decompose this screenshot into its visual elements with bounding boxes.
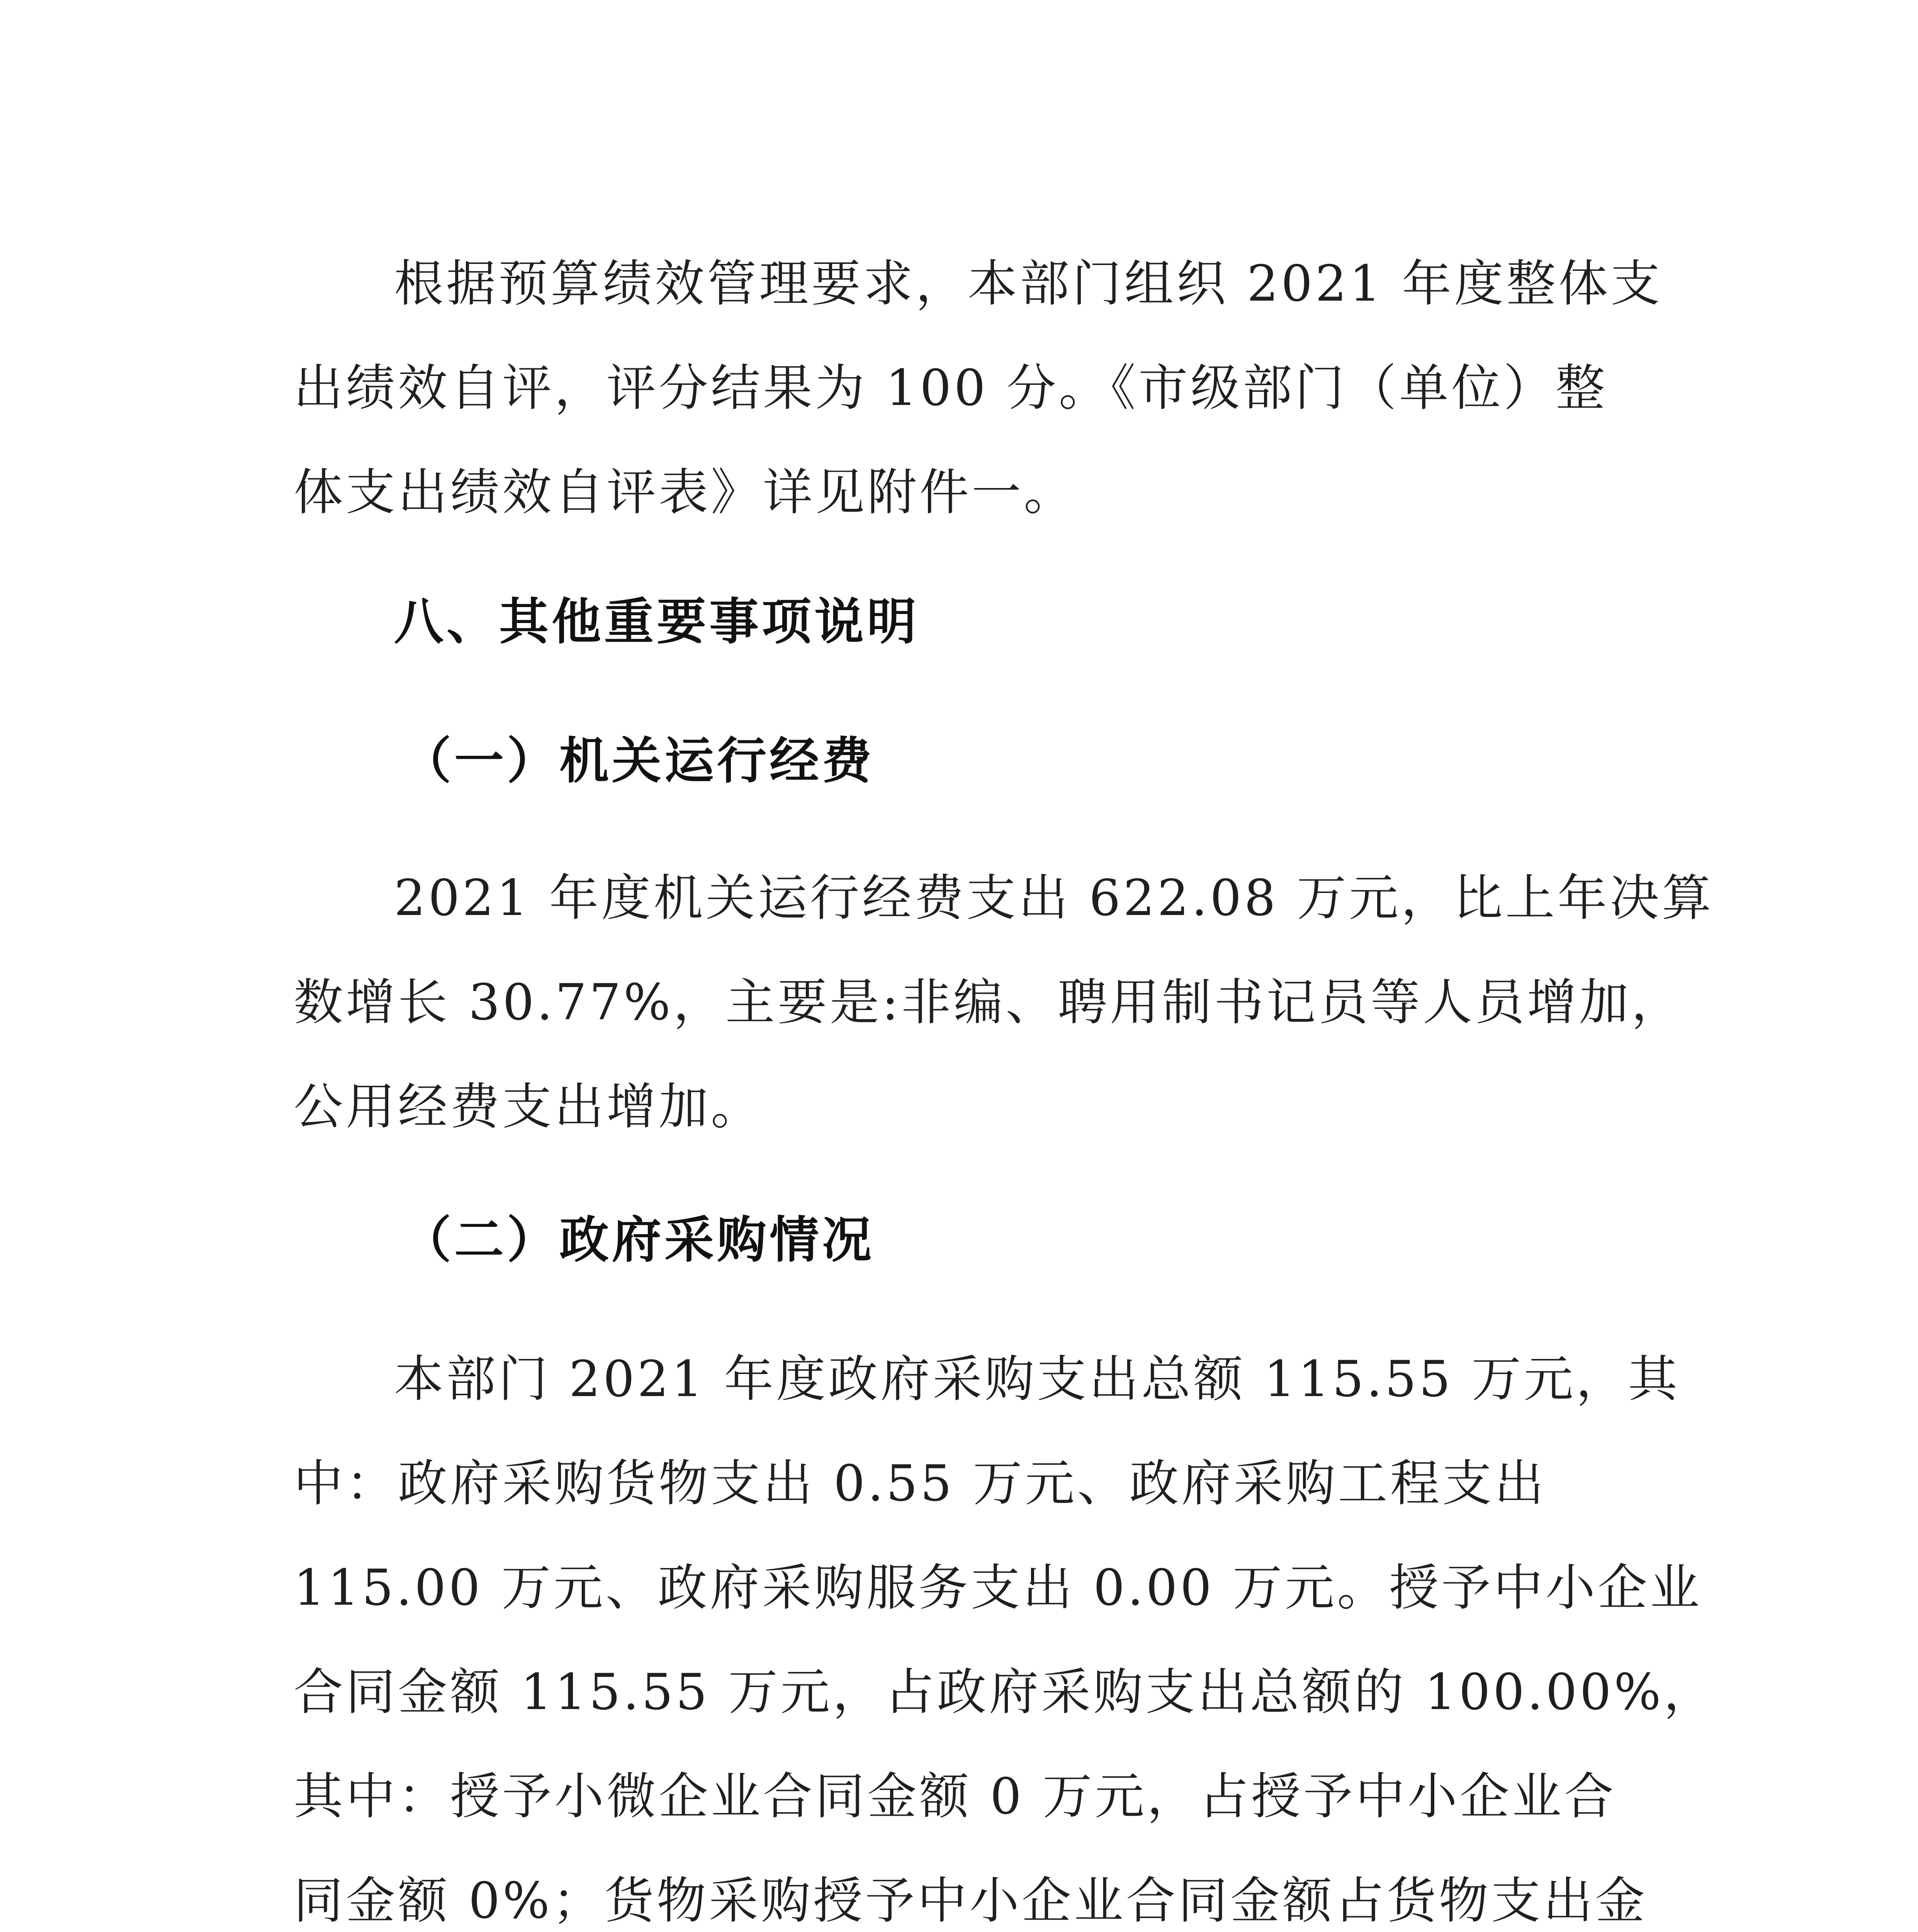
paragraph-line: 2021 年度机关运行经费支出 622.08 万元，比上年决算	[394, 869, 1714, 927]
paragraph-line: 中：政府采购货物支出 0.55 万元、政府采购工程支出	[294, 1455, 1547, 1512]
paragraph-line: 公用经费支出增加。	[294, 1078, 763, 1136]
subsection-heading: （二）政府采购情况	[402, 1211, 875, 1269]
paragraph-line: 数增长 30.77%，主要是:非编、聘用制书记员等人员增加，	[294, 974, 1684, 1031]
paragraph-line: 115.00 万元、政府采购服务支出 0.00 万元。授予中小企业	[294, 1559, 1702, 1617]
section-heading: 八、其他重要事项说明	[394, 593, 920, 651]
paragraph-line: 合同金额 115.55 万元，占政府采购支出总额的 100.00%，	[294, 1663, 1716, 1721]
paragraph-line: 同金额 0%；货物采购授予中小企业合同金额占货物支出金	[294, 1872, 1648, 1930]
subsection-heading: （一）机关运行经费	[402, 732, 875, 790]
paragraph-line: 出绩效自评，评分结果为 100 分。《市级部门（单位）整	[294, 359, 1608, 417]
paragraph-line: 体支出绩效自评表》详见附件一。	[294, 464, 1076, 521]
paragraph-line: 其中：授予小微企业合同金额 0 万元，占授予中小企业合	[294, 1768, 1616, 1825]
paragraph-line: 根据预算绩效管理要求，本部门组织 2021 年度整体支	[394, 255, 1663, 313]
paragraph-line: 本部门 2021 年度政府采购支出总额 115.55 万元，其	[394, 1350, 1680, 1408]
